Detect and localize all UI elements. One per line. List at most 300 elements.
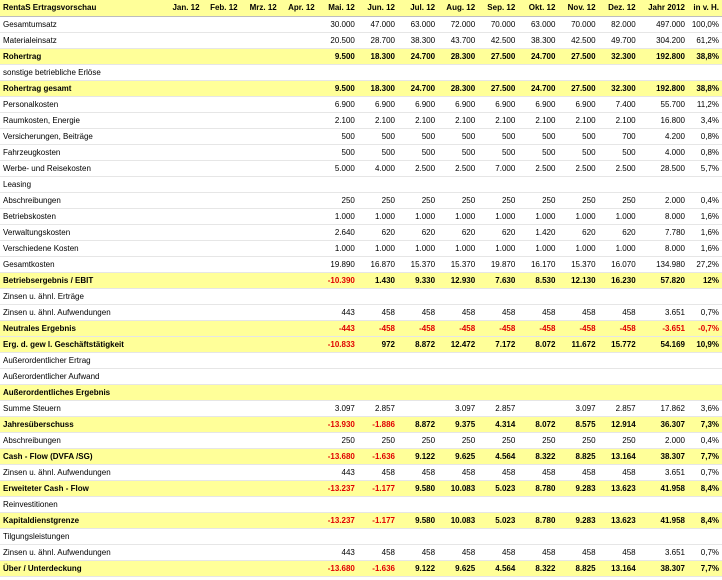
table-cell[interactable] [165, 513, 203, 529]
table-cell[interactable]: 27.500 [558, 49, 598, 65]
row-label[interactable]: Betriebsergebnis / EBIT [0, 273, 165, 289]
table-cell[interactable]: 27,2% [688, 257, 722, 273]
table-cell[interactable] [280, 417, 318, 433]
table-cell[interactable]: 443 [318, 545, 358, 561]
table-cell[interactable] [280, 465, 318, 481]
table-cell[interactable]: 458 [599, 545, 639, 561]
column-header[interactable]: Dez. 12 [599, 0, 639, 17]
table-cell[interactable] [203, 561, 241, 577]
table-cell[interactable]: 458 [358, 465, 398, 481]
table-cell[interactable] [241, 17, 280, 33]
table-cell[interactable] [165, 529, 203, 545]
table-cell[interactable]: 63.000 [518, 17, 558, 33]
table-cell[interactable]: 2.100 [478, 113, 518, 129]
table-cell[interactable] [518, 497, 558, 513]
table-cell[interactable] [558, 385, 598, 401]
table-cell[interactable]: 1.000 [398, 209, 438, 225]
table-cell[interactable]: 250 [358, 433, 398, 449]
table-cell[interactable] [318, 289, 358, 305]
table-cell[interactable]: 458 [358, 305, 398, 321]
table-cell[interactable]: -458 [558, 321, 598, 337]
table-cell[interactable] [398, 289, 438, 305]
table-cell[interactable]: 7.630 [478, 273, 518, 289]
row-label[interactable]: Tilgungsleistungen [0, 529, 165, 545]
table-cell[interactable]: 500 [398, 145, 438, 161]
table-cell[interactable]: 1.430 [358, 273, 398, 289]
table-cell[interactable] [688, 289, 722, 305]
table-cell[interactable] [241, 97, 280, 113]
table-cell[interactable]: 55.700 [639, 97, 688, 113]
row-label[interactable]: Materialeinsatz [0, 33, 165, 49]
table-cell[interactable] [688, 353, 722, 369]
table-cell[interactable]: 42.500 [558, 33, 598, 49]
table-cell[interactable]: 28.700 [358, 33, 398, 49]
table-cell[interactable]: 7,3% [688, 417, 722, 433]
table-cell[interactable]: 3.097 [438, 401, 478, 417]
table-cell[interactable]: 4.314 [478, 417, 518, 433]
table-cell[interactable] [518, 401, 558, 417]
table-cell[interactable] [203, 113, 241, 129]
table-cell[interactable]: 3.651 [639, 545, 688, 561]
table-cell[interactable] [203, 129, 241, 145]
table-cell[interactable] [165, 225, 203, 241]
table-cell[interactable]: 5.023 [478, 481, 518, 497]
table-cell[interactable]: 54.169 [639, 337, 688, 353]
row-label[interactable]: Rohertrag [0, 49, 165, 65]
table-cell[interactable] [165, 545, 203, 561]
table-cell[interactable] [203, 369, 241, 385]
table-cell[interactable] [241, 273, 280, 289]
table-cell[interactable]: 250 [438, 433, 478, 449]
table-cell[interactable] [280, 321, 318, 337]
table-cell[interactable]: 500 [478, 129, 518, 145]
table-cell[interactable]: 304.200 [639, 33, 688, 49]
table-cell[interactable]: 2.500 [518, 161, 558, 177]
table-cell[interactable]: 3.097 [318, 401, 358, 417]
table-cell[interactable]: 250 [558, 433, 598, 449]
table-cell[interactable]: 24.700 [518, 49, 558, 65]
table-cell[interactable]: 38,8% [688, 81, 722, 97]
table-cell[interactable] [318, 177, 358, 193]
table-cell[interactable] [280, 385, 318, 401]
table-cell[interactable]: 27.500 [558, 81, 598, 97]
table-cell[interactable]: 2.100 [518, 113, 558, 129]
table-cell[interactable] [203, 161, 241, 177]
table-cell[interactable] [165, 385, 203, 401]
table-cell[interactable] [280, 145, 318, 161]
row-label[interactable]: Gesamtumsatz [0, 17, 165, 33]
table-cell[interactable] [639, 385, 688, 401]
row-label[interactable]: Außerordentlicher Aufwand [0, 369, 165, 385]
table-cell[interactable] [165, 257, 203, 273]
table-cell[interactable]: -10.390 [318, 273, 358, 289]
table-cell[interactable]: 1.000 [599, 241, 639, 257]
table-cell[interactable] [358, 65, 398, 81]
table-cell[interactable] [165, 145, 203, 161]
table-cell[interactable]: 7.000 [478, 161, 518, 177]
row-label[interactable]: Personalkosten [0, 97, 165, 113]
table-cell[interactable]: 192.800 [639, 49, 688, 65]
column-header[interactable]: Jun. 12 [358, 0, 398, 17]
table-cell[interactable] [165, 273, 203, 289]
table-cell[interactable] [280, 97, 318, 113]
table-cell[interactable]: 250 [358, 193, 398, 209]
table-cell[interactable] [358, 177, 398, 193]
column-header[interactable]: Jan. 12 [165, 0, 203, 17]
table-cell[interactable]: 458 [558, 305, 598, 321]
table-cell[interactable] [203, 289, 241, 305]
table-cell[interactable] [203, 401, 241, 417]
table-cell[interactable] [241, 145, 280, 161]
row-label[interactable]: Reinvestitionen [0, 497, 165, 513]
table-cell[interactable] [280, 113, 318, 129]
table-cell[interactable]: 497.000 [639, 17, 688, 33]
table-cell[interactable] [241, 529, 280, 545]
table-cell[interactable]: 458 [518, 465, 558, 481]
table-cell[interactable]: 3.651 [639, 305, 688, 321]
table-cell[interactable]: 4.000 [639, 145, 688, 161]
table-cell[interactable]: 13.164 [599, 449, 639, 465]
table-cell[interactable] [280, 513, 318, 529]
table-cell[interactable]: 42.500 [478, 33, 518, 49]
table-cell[interactable] [280, 209, 318, 225]
table-cell[interactable]: 8.825 [558, 449, 598, 465]
table-cell[interactable] [203, 433, 241, 449]
table-cell[interactable]: 1.000 [558, 241, 598, 257]
table-cell[interactable] [688, 497, 722, 513]
table-cell[interactable]: 63.000 [398, 17, 438, 33]
table-cell[interactable] [318, 369, 358, 385]
table-cell[interactable] [558, 289, 598, 305]
table-cell[interactable]: -458 [518, 321, 558, 337]
table-cell[interactable]: 500 [358, 145, 398, 161]
table-cell[interactable] [599, 369, 639, 385]
row-label[interactable]: Verschiedene Kosten [0, 241, 165, 257]
table-cell[interactable]: 9.330 [398, 273, 438, 289]
table-cell[interactable] [203, 529, 241, 545]
table-cell[interactable] [203, 465, 241, 481]
table-cell[interactable]: 28.300 [438, 49, 478, 65]
table-cell[interactable] [165, 433, 203, 449]
table-cell[interactable]: 16.170 [518, 257, 558, 273]
table-cell[interactable] [478, 369, 518, 385]
table-cell[interactable] [203, 513, 241, 529]
table-cell[interactable] [241, 289, 280, 305]
table-cell[interactable]: 24.700 [518, 81, 558, 97]
table-cell[interactable]: 11,2% [688, 97, 722, 113]
table-cell[interactable]: 620 [599, 225, 639, 241]
table-cell[interactable]: 458 [438, 305, 478, 321]
table-cell[interactable]: 1.000 [438, 241, 478, 257]
table-cell[interactable] [203, 481, 241, 497]
table-cell[interactable] [203, 497, 241, 513]
table-cell[interactable] [599, 65, 639, 81]
table-cell[interactable]: 500 [558, 129, 598, 145]
table-cell[interactable]: 11.672 [558, 337, 598, 353]
table-cell[interactable] [241, 561, 280, 577]
table-cell[interactable] [203, 209, 241, 225]
table-cell[interactable]: 8.825 [558, 561, 598, 577]
table-cell[interactable]: 250 [599, 433, 639, 449]
table-cell[interactable] [438, 529, 478, 545]
table-cell[interactable] [203, 305, 241, 321]
table-cell[interactable]: 49.700 [599, 33, 639, 49]
table-cell[interactable] [639, 353, 688, 369]
table-cell[interactable] [280, 273, 318, 289]
table-cell[interactable] [241, 193, 280, 209]
table-cell[interactable]: 32.300 [599, 49, 639, 65]
table-cell[interactable] [280, 305, 318, 321]
table-cell[interactable]: 19.890 [318, 257, 358, 273]
table-cell[interactable] [599, 353, 639, 369]
table-cell[interactable]: 2.857 [478, 401, 518, 417]
row-label[interactable]: Fahrzeugkosten [0, 145, 165, 161]
table-cell[interactable] [241, 241, 280, 257]
table-cell[interactable]: -458 [478, 321, 518, 337]
table-cell[interactable] [203, 225, 241, 241]
table-cell[interactable]: 2.857 [358, 401, 398, 417]
table-cell[interactable]: 4.564 [478, 449, 518, 465]
table-cell[interactable] [241, 257, 280, 273]
table-cell[interactable] [241, 81, 280, 97]
table-cell[interactable] [241, 177, 280, 193]
table-cell[interactable]: 620 [358, 225, 398, 241]
column-header[interactable]: Nov. 12 [558, 0, 598, 17]
table-cell[interactable]: 500 [518, 129, 558, 145]
table-cell[interactable]: 38.307 [639, 561, 688, 577]
table-cell[interactable] [165, 417, 203, 433]
table-cell[interactable]: -13.680 [318, 449, 358, 465]
table-cell[interactable] [639, 529, 688, 545]
table-cell[interactable] [280, 369, 318, 385]
table-cell[interactable]: 1.000 [558, 209, 598, 225]
table-cell[interactable]: 61,2% [688, 33, 722, 49]
table-cell[interactable]: -443 [318, 321, 358, 337]
table-cell[interactable] [280, 481, 318, 497]
table-cell[interactable] [688, 65, 722, 81]
table-cell[interactable]: 458 [438, 545, 478, 561]
table-cell[interactable]: 4.564 [478, 561, 518, 577]
table-cell[interactable] [203, 33, 241, 49]
table-cell[interactable]: 500 [398, 129, 438, 145]
table-cell[interactable]: 8.322 [518, 561, 558, 577]
table-cell[interactable] [280, 545, 318, 561]
table-cell[interactable] [639, 369, 688, 385]
table-cell[interactable]: 2.500 [438, 161, 478, 177]
table-cell[interactable]: 458 [558, 465, 598, 481]
table-cell[interactable] [558, 177, 598, 193]
table-cell[interactable]: 6.900 [558, 97, 598, 113]
table-cell[interactable] [241, 401, 280, 417]
table-cell[interactable] [241, 161, 280, 177]
table-cell[interactable]: 16.230 [599, 273, 639, 289]
table-cell[interactable]: 1.420 [518, 225, 558, 241]
table-cell[interactable] [203, 145, 241, 161]
table-cell[interactable] [280, 33, 318, 49]
table-cell[interactable]: 8,4% [688, 513, 722, 529]
table-cell[interactable]: 1.000 [518, 209, 558, 225]
table-cell[interactable]: 9.580 [398, 481, 438, 497]
table-cell[interactable]: 620 [438, 225, 478, 241]
table-cell[interactable] [318, 353, 358, 369]
table-cell[interactable]: 6.900 [398, 97, 438, 113]
table-cell[interactable] [241, 385, 280, 401]
row-label[interactable]: Zinsen u. ähnl. Erträge [0, 289, 165, 305]
table-cell[interactable]: 8.072 [518, 337, 558, 353]
table-cell[interactable]: -458 [358, 321, 398, 337]
table-cell[interactable]: 458 [398, 545, 438, 561]
table-cell[interactable]: 43.700 [438, 33, 478, 49]
table-cell[interactable] [358, 497, 398, 513]
table-cell[interactable] [518, 529, 558, 545]
table-cell[interactable]: 18.300 [358, 81, 398, 97]
table-cell[interactable]: 2.640 [318, 225, 358, 241]
table-cell[interactable]: 7,7% [688, 561, 722, 577]
table-cell[interactable]: -3.651 [639, 321, 688, 337]
table-cell[interactable] [241, 129, 280, 145]
table-cell[interactable]: 5,7% [688, 161, 722, 177]
table-cell[interactable] [241, 513, 280, 529]
column-header[interactable]: Apr. 12 [280, 0, 318, 17]
table-cell[interactable] [241, 417, 280, 433]
table-cell[interactable]: 4.000 [358, 161, 398, 177]
table-cell[interactable] [280, 65, 318, 81]
table-cell[interactable] [280, 497, 318, 513]
table-cell[interactable] [518, 353, 558, 369]
row-label[interactable]: Kapitaldienstgrenze [0, 513, 165, 529]
table-cell[interactable] [203, 193, 241, 209]
table-cell[interactable]: 41.958 [639, 481, 688, 497]
table-cell[interactable] [241, 337, 280, 353]
row-label[interactable]: Summe Steuern [0, 401, 165, 417]
table-cell[interactable] [241, 225, 280, 241]
table-cell[interactable] [165, 209, 203, 225]
table-cell[interactable]: 500 [518, 145, 558, 161]
table-cell[interactable] [280, 433, 318, 449]
table-cell[interactable] [165, 321, 203, 337]
table-cell[interactable]: 6.900 [358, 97, 398, 113]
row-label[interactable]: Abschreibungen [0, 193, 165, 209]
table-cell[interactable]: 250 [318, 433, 358, 449]
table-cell[interactable]: 16.070 [599, 257, 639, 273]
table-cell[interactable]: 17.862 [639, 401, 688, 417]
table-cell[interactable] [165, 465, 203, 481]
table-cell[interactable]: 458 [478, 545, 518, 561]
table-cell[interactable]: 15.370 [438, 257, 478, 273]
table-cell[interactable]: 972 [358, 337, 398, 353]
column-header[interactable]: Mrz. 12 [241, 0, 280, 17]
table-cell[interactable]: -458 [398, 321, 438, 337]
table-cell[interactable]: 3.097 [558, 401, 598, 417]
table-cell[interactable] [165, 65, 203, 81]
table-cell[interactable]: 6.900 [518, 97, 558, 113]
row-label[interactable]: Zinsen u. ähnl. Aufwendungen [0, 465, 165, 481]
table-cell[interactable] [688, 369, 722, 385]
table-cell[interactable]: 38,8% [688, 49, 722, 65]
table-cell[interactable] [558, 529, 598, 545]
table-cell[interactable]: 12.472 [438, 337, 478, 353]
table-cell[interactable]: 36.307 [639, 417, 688, 433]
table-cell[interactable] [599, 529, 639, 545]
table-cell[interactable] [318, 65, 358, 81]
table-cell[interactable] [518, 177, 558, 193]
table-cell[interactable]: 28.500 [639, 161, 688, 177]
table-cell[interactable] [478, 497, 518, 513]
table-cell[interactable] [478, 529, 518, 545]
table-cell[interactable]: -0,7% [688, 321, 722, 337]
table-cell[interactable] [398, 353, 438, 369]
table-cell[interactable]: 0,7% [688, 545, 722, 561]
row-label[interactable]: Raumkosten, Energie [0, 113, 165, 129]
row-label[interactable]: Erg. d. gew l. Geschäftstätigkeit [0, 337, 165, 353]
table-cell[interactable]: 38.307 [639, 449, 688, 465]
table-cell[interactable] [518, 369, 558, 385]
table-cell[interactable] [280, 561, 318, 577]
table-cell[interactable]: 72.000 [438, 17, 478, 33]
table-cell[interactable]: 0,7% [688, 465, 722, 481]
table-cell[interactable]: 458 [358, 545, 398, 561]
table-cell[interactable] [358, 289, 398, 305]
table-cell[interactable] [518, 385, 558, 401]
table-cell[interactable]: 6.900 [318, 97, 358, 113]
table-cell[interactable] [478, 385, 518, 401]
table-cell[interactable]: 1.000 [478, 209, 518, 225]
table-cell[interactable] [398, 177, 438, 193]
table-cell[interactable] [398, 497, 438, 513]
table-cell[interactable]: 57.820 [639, 273, 688, 289]
table-cell[interactable]: 250 [478, 433, 518, 449]
row-label[interactable]: Abschreibungen [0, 433, 165, 449]
table-cell[interactable] [518, 289, 558, 305]
table-cell[interactable]: 13.623 [599, 513, 639, 529]
table-cell[interactable] [438, 289, 478, 305]
table-cell[interactable] [241, 321, 280, 337]
table-cell[interactable] [558, 65, 598, 81]
table-cell[interactable]: 6.900 [438, 97, 478, 113]
table-cell[interactable]: 10,9% [688, 337, 722, 353]
table-cell[interactable] [165, 289, 203, 305]
table-cell[interactable]: 2.100 [558, 113, 598, 129]
table-cell[interactable]: 9.625 [438, 449, 478, 465]
table-cell[interactable]: 250 [558, 193, 598, 209]
table-cell[interactable]: 1.000 [318, 241, 358, 257]
table-cell[interactable] [203, 545, 241, 561]
table-cell[interactable] [241, 481, 280, 497]
table-cell[interactable]: 1.000 [518, 241, 558, 257]
table-cell[interactable] [688, 529, 722, 545]
table-cell[interactable]: 24.700 [398, 81, 438, 97]
column-header[interactable]: Sep. 12 [478, 0, 518, 17]
table-cell[interactable] [203, 241, 241, 257]
table-cell[interactable] [318, 385, 358, 401]
table-cell[interactable] [438, 369, 478, 385]
table-cell[interactable]: 7.172 [478, 337, 518, 353]
table-cell[interactable] [165, 561, 203, 577]
table-cell[interactable]: 1.000 [438, 209, 478, 225]
table-cell[interactable]: 7,7% [688, 449, 722, 465]
table-cell[interactable] [280, 289, 318, 305]
table-cell[interactable] [241, 209, 280, 225]
table-cell[interactable] [280, 401, 318, 417]
table-cell[interactable]: 9.500 [318, 81, 358, 97]
table-cell[interactable]: 4.200 [639, 129, 688, 145]
table-cell[interactable] [280, 449, 318, 465]
table-cell[interactable]: 16.870 [358, 257, 398, 273]
table-cell[interactable] [558, 353, 598, 369]
row-label[interactable]: Betriebskosten [0, 209, 165, 225]
table-cell[interactable]: 8.780 [518, 513, 558, 529]
table-cell[interactable]: 458 [599, 305, 639, 321]
